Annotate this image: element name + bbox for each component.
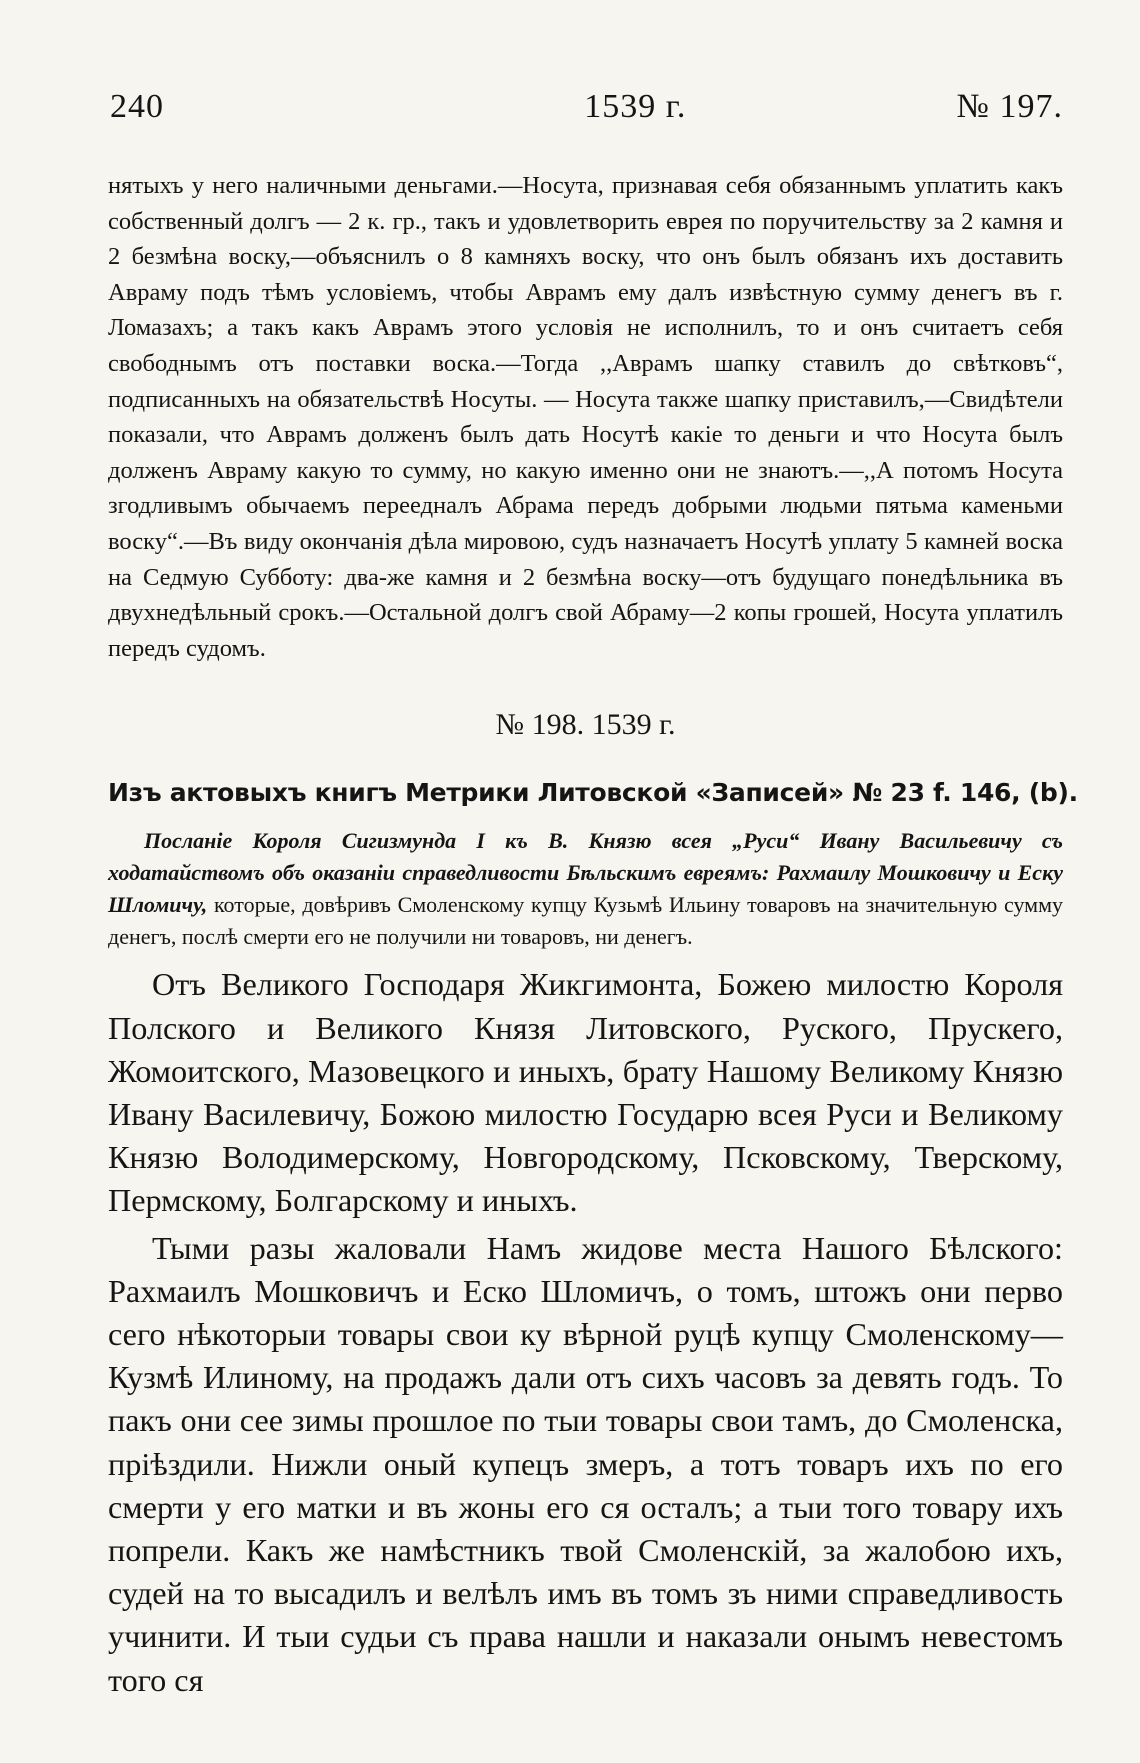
page bbox=[108, 88, 1078, 1702]
summary-rest: которые, довѣривъ Смоленскому купцу Кузьмѣ Ильину товаровъ на значительную сумму денегъ, послѣ смерти его не получили ни товаровъ, ни денегъ. bbox=[108, 892, 1063, 950]
page-number: 240 bbox=[110, 88, 164, 125]
summary-italic: Посланіе Короля Сигизмунда I къ В. Князю всея „Руси“ Ивану Васильевичу съ ходатайствомъ объ оказаніи справедливости Бѣльскимъ евреямъ: Рахмаилу Мошковичу и Еску Шломичу, bbox=[108, 828, 1063, 918]
header-year: 1539 г. bbox=[584, 88, 687, 125]
body-paragraph-2: Тыми разы жаловали Намъ жидове места Нашого Бѣлского: Рахмаилъ Мошковичъ и Еско Шломичъ, о томъ, штожъ они перво сего нѣкоторыи товары свои ку вѣрной руцѣ купцу Смоленскому—Кузмѣ Илиному, на продажъ дали отъ сихъ часовъ за девять годъ. То пакъ они сее зимы прошлое по тыи товары свои тамъ, до Смоленска, пріѣздили. Нижли оный купецъ змеръ, а тотъ товаръ ихъ по его смерти у его матки и въ жоны его ся осталъ; а тыи того товару ихъ попрели. Какъ же намѣстникъ твой Смоленскій, за жалобою ихъ, судей на то высадилъ и велѣлъ имъ въ томъ зъ ними справедливость учинити. И тыи судьи съ права нашли и наказали онымъ невестомъ того ся bbox=[108, 1229, 1063, 1698]
document-body bbox=[108, 963, 1063, 1701]
previous-document-text: нятыхъ у него наличными деньгами.—Носута, признавая себя обязаннымъ уплатить какъ собственный долгъ — 2 к. гр., такъ и удовлетворить еврея по поручительству за 2 камня и 2 безмѣна воску,—объяснилъ о 8 камняхъ воску, что онъ былъ обязанъ ихъ доставить Авраму подъ тѣмъ условіемъ, чтобы Аврамъ ему далъ извѣстную сумму денегъ въ г. Ломазахъ; а такъ какъ Аврамъ этого условія не исполнилъ, то и онъ считаетъ себя свободнымъ отъ поставки воска.—Тогда ,,Аврамъ шапку ставилъ до свѣтковъ“, подписанныхъ на обязательствѣ Носуты. — Носута также шапку приставилъ,—Свидѣтели показали, что Аврамъ долженъ былъ дать Носутѣ какіе то деньги и что Носута былъ долженъ Авраму какую то сумму, но какую именно они не знаютъ.—,,А потомъ Носута згодливымъ обычаемъ переедналъ Абрама передъ добрыми людьми пятьма каменьми воску“.—Въ виду окончанія дѣла мировою, судъ назначаетъ Носутѣ уплату 5 камней воска на Седмую Субботу: два-же камня и 2 безмѣна воску—отъ будущаго понедѣльника въ двухнедѣльный срокъ.—Остальной долгъ свой Абраму—2 копы грошей, Носута уплатилъ передъ судомъ. bbox=[108, 172, 1063, 662]
running-header bbox=[108, 88, 1063, 148]
header-document-number: № 197. bbox=[956, 88, 1063, 125]
previous-document-continuation bbox=[108, 168, 1063, 666]
document-number-line: № 198. 1539 г. bbox=[495, 708, 676, 742]
body-paragraph-1: Отъ Великого Господаря Жикгимонта, Божею милостю Короля Полского и Великого Князя Литовского, Руского, Прускего, Жомоитского, Мазовецкого и иныхъ, брату Нашому Великому Князю Ивану Василевичу, Божою милостю Государю всея Руси и Великому Князю Володимерскому, Новгородскому, Псковскому, Тверскому, Пермскому, Болгарскому и иныхъ. bbox=[108, 966, 1063, 1219]
document-summary bbox=[108, 825, 1063, 953]
document-source: Изъ актовыхъ книгъ Метрики Литовской «Записей» № 23 f. 146, (b). bbox=[108, 778, 1078, 808]
